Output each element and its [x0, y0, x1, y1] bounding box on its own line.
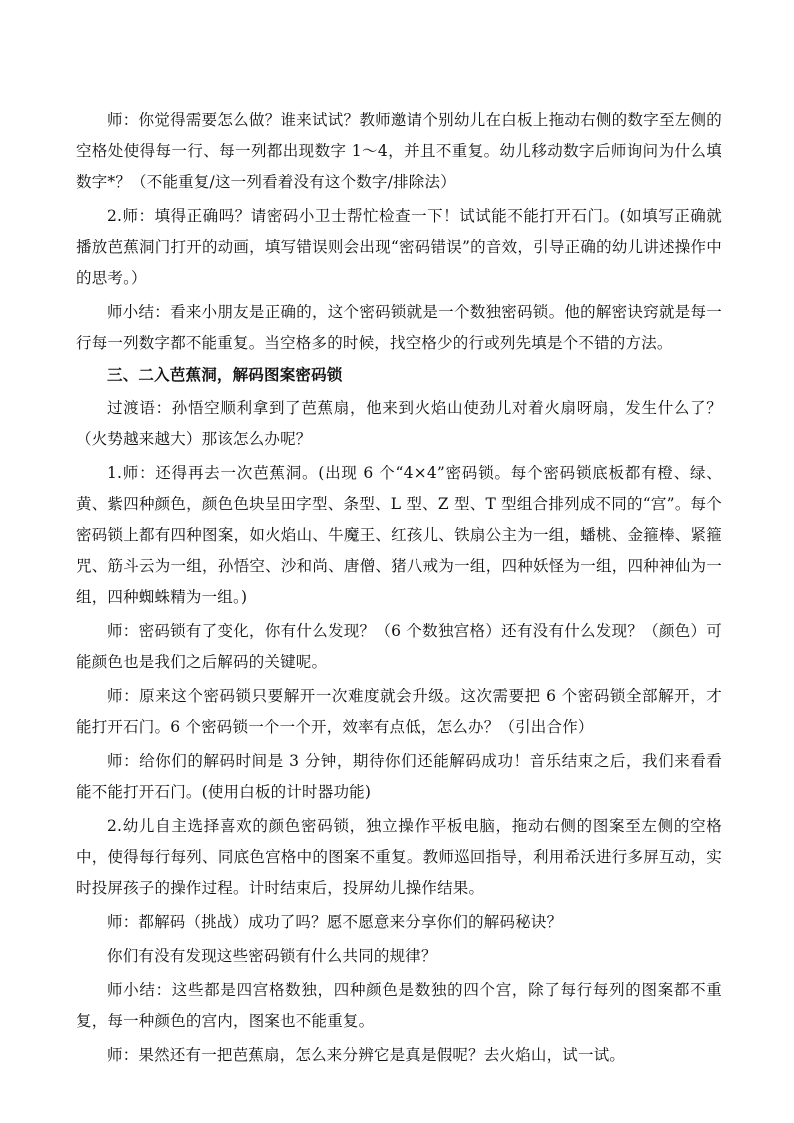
paragraph: 过渡语：孙悟空顺利拿到了芭蕉扇，他来到火焰山使劲儿对着火扇呀扇，发生什么了？（火势越来越大）那该怎么办呢？ [76, 399, 722, 448]
paragraph: 2.师：填得正确吗？请密码小卫士帮忙检查一下！试试能不能打开石门。(如填写正确就播放芭蕉洞门打开的动画，填写错误则会出现“密码错误”的音效，引导正确的幼儿讲述操作中的思考。） [76, 207, 722, 287]
paragraph: 你们有没有发现这些密码锁有什么共同的规律？ [107, 947, 437, 965]
paragraph: 师：原来这个密码锁只要解开一次难度就会升级。这次需要把 6 个密码锁全部解开，才能打开石门。6 个密码锁一个一个开，效率有点低，怎么办？（引出合作） [76, 687, 722, 736]
paragraph: 师：密码锁有了变化，你有什么发现？（6 个数独宫格）还有没有什么发现？（颜色）可能颜色也是我们之后解码的关键呢。 [76, 622, 722, 671]
paragraph: 师小结：这些都是四宫格数独，四种颜色是数独的四个宫，除了每行每列的图案都不重复，每一种颜色的宫内，图案也不能重复。 [76, 981, 722, 1030]
paragraph: 师：你觉得需要怎么做？谁来试试？教师邀请个别幼儿在白板上拖动右侧的数字至左侧的空格处使得每一行、每一列都出现数字 1～4，并且不重复。幼儿移动数字后师询问为什么填数字*？（不能重复/这一列看着没有这个数字/排除法） [76, 111, 722, 191]
paragraph: 师：果然还有一把芭蕉扇，怎么来分辨它是真是假呢？去火焰山，试一试。 [107, 1046, 626, 1064]
paragraph: 师小结：看来小朋友是正确的，这个密码锁就是一个数独密码锁。他的解密诀窍就是每一行每一列数字都不能重复。当空格多的时候，找空格少的行或列先填是个不错的方法。 [76, 303, 722, 352]
paragraph: 师：都解码（挑战）成功了吗？愿不愿意来分享你们的解码秘诀？ [107, 913, 563, 931]
paragraph: 1.师：还得再去一次芭蕉洞。(出现 6 个“4×4”密码锁。每个密码锁底板都有橙、绿、黄、紫四种颜色，颜色色块呈田字型、条型、L 型、Z 型、T 型组合排列成不同的“宫”。每个密码锁上都有四种图案，如火焰山、牛魔王、红孩儿、铁扇公主为一组，蟠桃、金箍棒、紧箍咒、筋斗云为一组，孙悟空、沙和尚、唐僧、猪八戒为一组，四种妖怪为一组，四种神仙为一组，四种蜘蛛精为一组。) [76, 464, 722, 606]
section-heading: 三、二入芭蕉洞，解码图案密码锁 [107, 365, 343, 384]
document-body [76, 105, 722, 1071]
paragraph: 2.幼儿自主选择喜欢的颜色密码锁，独立操作平板电脑，拖动右侧的图案至左侧的空格中，使得每行每列、同底色宫格中的图案不重复。教师巡回指导，利用希沃进行多屏互动，实时投屏孩子的操作过程。计时结束后，投屏幼儿操作结果。 [76, 817, 722, 897]
paragraph: 师：给你们的解码时间是 3 分钟，期待你们还能解码成功！音乐结束之后，我们来看看能不能打开石门。(使用白板的计时器功能) [76, 752, 722, 801]
